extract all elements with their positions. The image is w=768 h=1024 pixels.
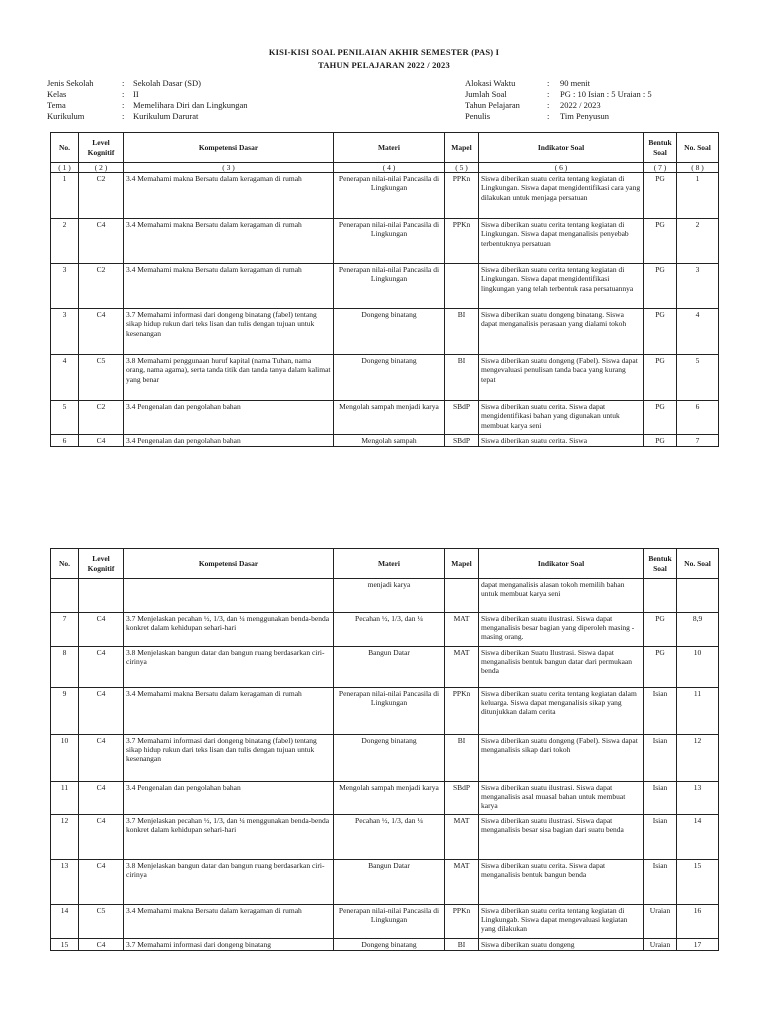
column-header: No. — [51, 133, 79, 163]
cell-indikator: Siswa diberikan suatu ilustrasi. Siswa dapat menganalisis besar sisa bagian dari suatu benda — [479, 815, 644, 860]
table-row — [51, 735, 719, 782]
cell-materi: Dongeng binatang — [334, 735, 445, 782]
cell-kd: 3.8 Menjelaskan bangun datar dan bangun ruang berdasarkan ciri-cirinya — [124, 647, 334, 688]
column-header: Bentuk Soal — [644, 549, 677, 579]
table-row — [51, 688, 719, 735]
cell-mapel: PPKn — [445, 905, 479, 939]
cell-level: C2 — [79, 401, 124, 435]
table-row — [51, 355, 719, 401]
meta-value: Memelihara Diri dan Lingkungan — [133, 100, 248, 110]
cell-level: C5 — [79, 355, 124, 401]
cell-materi: Penerapan nilai-nilai Pancasila di Lingkungan — [334, 688, 445, 735]
cell-mapel: BI — [445, 309, 479, 355]
cell-mapel: MAT — [445, 613, 479, 647]
column-header: Materi — [334, 133, 445, 163]
column-header: Indikator Soal — [479, 133, 644, 163]
cell-level — [79, 579, 124, 613]
document-title: KISI-KISI SOAL PENILAIAN AKHIR SEMESTER (PAS) I — [268, 47, 500, 57]
table-row — [51, 401, 719, 435]
cell-no: 11 — [51, 782, 79, 815]
cell-nosoal: 6 — [677, 401, 719, 435]
column-header: Kompetensi Dasar — [124, 133, 334, 163]
cell-kd: 3.7 Memahami informasi dari dongeng binatang (fabel) tentang sikap hidup rukun dari teks lisan dan tulis dengan tujuan untuk kesenangan — [124, 735, 334, 782]
cell-mapel: SBdP — [445, 782, 479, 815]
column-number: ( 3 ) — [124, 163, 334, 173]
cell-level: C5 — [79, 905, 124, 939]
cell-kd: 3.4 Pengenalan dan pengolahan bahan — [124, 782, 334, 815]
cell-kd: 3.7 Menjelaskan pecahan ½, 1/3, dan ¼ menggunakan benda-benda konkret dalam kehidupan sehari-hari — [124, 613, 334, 647]
cell-kd: 3.4 Memahami makna Bersatu dalam keragaman di rumah — [124, 173, 334, 219]
column-header: Mapel — [445, 549, 479, 579]
column-number: ( 8 ) — [677, 163, 719, 173]
cell-mapel: MAT — [445, 860, 479, 905]
cell-nosoal: 11 — [677, 688, 719, 735]
cell-level: C4 — [79, 647, 124, 688]
cell-materi: Penerapan nilai-nilai Pancasila di Lingkungan — [334, 173, 445, 219]
meta-row — [47, 100, 247, 111]
cell-indikator: Siswa diberikan suatu dongeng (Fabel). Siswa dapat mengevaluasi penulisan tanda baca yang kurang tepat — [479, 355, 644, 401]
cell-kd: 3.4 Memahami makna Bersatu dalam keragaman di rumah — [124, 219, 334, 264]
column-number: ( 5 ) — [445, 163, 479, 173]
table-row — [51, 264, 719, 309]
cell-indikator: Siswa diberikan suatu dongeng — [479, 939, 644, 951]
cell-mapel: BI — [445, 355, 479, 401]
table-row — [51, 435, 719, 447]
cell-bentuk: PG — [644, 613, 677, 647]
cell-mapel: PPKn — [445, 688, 479, 735]
meta-colon: : — [122, 111, 125, 121]
cell-mapel: PPKn — [445, 219, 479, 264]
cell-bentuk: Isian — [644, 815, 677, 860]
cell-nosoal: 3 — [677, 264, 719, 309]
cell-materi: Dongeng binatang — [334, 939, 445, 951]
cell-materi: Mengolah sampah — [334, 435, 445, 447]
table-row — [51, 815, 719, 860]
meta-row — [47, 78, 247, 89]
cell-no: 6 — [51, 435, 79, 447]
cell-no: 3 — [51, 309, 79, 355]
cell-no: 12 — [51, 815, 79, 860]
table-row — [51, 309, 719, 355]
cell-materi: Pecahan ½, 1/3, dan ¼ — [334, 613, 445, 647]
column-header: Bentuk Soal — [644, 133, 677, 163]
cell-bentuk: Uraian — [644, 905, 677, 939]
cell-kd: 3.7 Memahami informasi dari dongeng binatang — [124, 939, 334, 951]
cell-kd: 3.4 Pengenalan dan pengolahan bahan — [124, 401, 334, 435]
cell-mapel: MAT — [445, 815, 479, 860]
cell-level: C4 — [79, 435, 124, 447]
cell-nosoal: 2 — [677, 219, 719, 264]
column-header: Mapel — [445, 133, 479, 163]
cell-no: 4 — [51, 355, 79, 401]
cell-no: 7 — [51, 613, 79, 647]
column-number: ( 4 ) — [334, 163, 445, 173]
cell-indikator: Siswa diberikan suatu cerita tentang kegiatan di Lingkungan. Siswa dapat mengidentifikasi lingkungan yang telah terbentuk rasa persatuannya — [479, 264, 644, 309]
meta-label: Jumlah Soal — [465, 89, 507, 99]
table-row — [51, 579, 719, 613]
meta-value: Sekolah Dasar (SD) — [133, 78, 201, 88]
cell-bentuk: Isian — [644, 782, 677, 815]
meta-row — [465, 111, 652, 122]
meta-row — [47, 111, 247, 122]
meta-value: 90 menit — [560, 78, 590, 88]
cell-kd: 3.8 Memahami penggunaan huruf kapital (nama Tuhan, nama orang, nama agama), serta tanda titik dan tanda tanya dalam kalimat yang benar — [124, 355, 334, 401]
identity-left — [47, 78, 247, 122]
cell-nosoal: 5 — [677, 355, 719, 401]
header-row — [51, 549, 719, 579]
cell-materi: Bangun Datar — [334, 860, 445, 905]
meta-value: Tim Penyusun — [560, 111, 610, 121]
table-row — [51, 939, 719, 951]
cell-no: 3 — [51, 264, 79, 309]
cell-bentuk: PG — [644, 401, 677, 435]
cell-indikator: Siswa diberikan suatu cerita. Siswa dapat mengidentifikasi bahan yang digunakan untuk membuat karya seni — [479, 401, 644, 435]
meta-label: Tema — [47, 100, 66, 110]
cell-no: 5 — [51, 401, 79, 435]
cell-level: C4 — [79, 735, 124, 782]
cell-nosoal: 15 — [677, 860, 719, 905]
cell-bentuk: PG — [644, 264, 677, 309]
cell-nosoal: 16 — [677, 905, 719, 939]
meta-value: II — [133, 89, 139, 99]
cell-kd: 3.4 Memahami makna Bersatu dalam keragaman di rumah — [124, 688, 334, 735]
cell-kd: 3.4 Memahami makna Bersatu dalam keragaman di rumah — [124, 264, 334, 309]
table-row — [51, 905, 719, 939]
meta-label: Kurikulum — [47, 111, 85, 121]
identity-right — [465, 78, 652, 122]
column-header: No. Soal — [677, 549, 719, 579]
cell-nosoal: 17 — [677, 939, 719, 951]
meta-colon: : — [547, 89, 550, 99]
cell-indikator: Siswa diberikan suatu cerita. Siswa dapat menganalisis bentuk bangun benda — [479, 860, 644, 905]
cell-level: C4 — [79, 815, 124, 860]
cell-mapel — [445, 579, 479, 613]
meta-colon: : — [122, 89, 125, 99]
meta-label: Jenis Sekolah — [47, 78, 94, 88]
column-number-row — [51, 163, 719, 173]
cell-level: C4 — [79, 219, 124, 264]
meta-label: Kelas — [47, 89, 67, 99]
cell-materi: Penerapan nilai-nilai Pancasila di Lingkungan — [334, 219, 445, 264]
meta-value: PG : 10 Isian : 5 Uraian : 5 — [560, 89, 652, 99]
column-number: ( 1 ) — [51, 163, 79, 173]
cell-nosoal — [677, 579, 719, 613]
table-row — [51, 647, 719, 688]
cell-kd: 3.7 Menjelaskan pecahan ½, 1/3, dan ¼ menggunakan benda-benda konkret dalam kehidupan sehari-hari — [124, 815, 334, 860]
cell-level: C4 — [79, 939, 124, 951]
table-row — [51, 782, 719, 815]
meta-colon: : — [122, 78, 125, 88]
cell-nosoal: 1 — [677, 173, 719, 219]
column-header: Materi — [334, 549, 445, 579]
cell-indikator: Siswa diberikan suatu dongeng (Fabel). Siswa dapat menganalisis sikap dari tokoh — [479, 735, 644, 782]
table-row — [51, 613, 719, 647]
meta-row — [465, 78, 652, 89]
cell-materi: menjadi karya — [334, 579, 445, 613]
cell-no: 1 — [51, 173, 79, 219]
cell-bentuk: PG — [644, 309, 677, 355]
cell-indikator: dapat menganalisis alasan tokoh memilih bahan untuk membuat karya seni — [479, 579, 644, 613]
cell-kd: 3.8 Menjelaskan bangun datar dan bangun ruang berdasarkan ciri-cirinya — [124, 860, 334, 905]
cell-kd: 3.7 Memahami informasi dari dongeng binatang (fabel) tentang sikap hidup rukun dari teks lisan dan tulis dengan tujuan untuk kesenangan — [124, 309, 334, 355]
column-header: Level Kognitif — [79, 133, 124, 163]
meta-value: Kurikulum Darurat — [133, 111, 199, 121]
meta-label: Penulis — [465, 111, 491, 121]
cell-no — [51, 579, 79, 613]
cell-indikator: Siswa diberikan suatu cerita tentang kegiatan dalam keluarga. Siswa dapat menganalisis sikap yang ditunjukkan dalam cerita — [479, 688, 644, 735]
cell-nosoal: 8,9 — [677, 613, 719, 647]
meta-label: Alokasi Waktu — [465, 78, 516, 88]
cell-bentuk: Isian — [644, 860, 677, 905]
cell-level: C4 — [79, 782, 124, 815]
cell-no: 15 — [51, 939, 79, 951]
cell-materi: Bangun Datar — [334, 647, 445, 688]
cell-indikator: Siswa diberikan Suatu Ilustrasi. Siswa dapat menganalisis bentuk bangun datar dari permukaan benda — [479, 647, 644, 688]
meta-value: 2022 / 2023 — [560, 100, 601, 110]
cell-bentuk — [644, 579, 677, 613]
cell-mapel: SBdP — [445, 401, 479, 435]
cell-level: C4 — [79, 688, 124, 735]
cell-indikator: Siswa diberikan suatu ilustrasi. Siswa dapat menganalisis asal muasal bahan untuk membuat karya — [479, 782, 644, 815]
cell-indikator: Siswa diberikan suatu cerita tentang kegiatan di Lingkungab. Siswa dapat mengevaluasi kegiatan yang dilakukan — [479, 905, 644, 939]
cell-mapel: BI — [445, 735, 479, 782]
cell-materi: Dongeng binatang — [334, 355, 445, 401]
cell-level: C4 — [79, 613, 124, 647]
meta-colon: : — [547, 111, 550, 121]
cell-mapel: PPKn — [445, 173, 479, 219]
column-number: ( 7 ) — [644, 163, 677, 173]
meta-colon: : — [122, 100, 125, 110]
cell-bentuk: Isian — [644, 735, 677, 782]
cell-no: 2 — [51, 219, 79, 264]
cell-no: 8 — [51, 647, 79, 688]
cell-nosoal: 12 — [677, 735, 719, 782]
grid-table-page-2 — [50, 548, 719, 951]
column-header: No. — [51, 549, 79, 579]
cell-bentuk: PG — [644, 173, 677, 219]
meta-row — [465, 100, 652, 111]
cell-nosoal: 7 — [677, 435, 719, 447]
cell-mapel — [445, 264, 479, 309]
meta-colon: : — [547, 100, 550, 110]
cell-level: C4 — [79, 860, 124, 905]
cell-level: C4 — [79, 309, 124, 355]
column-header: No. Soal — [677, 133, 719, 163]
cell-bentuk: PG — [644, 647, 677, 688]
cell-kd: 3.4 Memahami makna Bersatu dalam keragaman di rumah — [124, 905, 334, 939]
column-number: ( 2 ) — [79, 163, 124, 173]
column-header: Level Kognitif — [79, 549, 124, 579]
cell-indikator: Siswa diberikan suatu cerita. Siswa — [479, 435, 644, 447]
cell-no: 14 — [51, 905, 79, 939]
cell-mapel: SBdP — [445, 435, 479, 447]
cell-indikator: Siswa diberikan suatu cerita tentang kegiatan di Lingkungan. Siswa dapat menganalisis penyebab terbentuknya persatuan — [479, 219, 644, 264]
cell-kd: 3.4 Pengenalan dan pengolahan bahan — [124, 435, 334, 447]
header-row — [51, 133, 719, 163]
meta-colon: : — [547, 78, 550, 88]
table-row — [51, 860, 719, 905]
cell-no: 9 — [51, 688, 79, 735]
cell-mapel: BI — [445, 939, 479, 951]
cell-materi: Mengolah sampah menjadi karya — [334, 401, 445, 435]
table-row — [51, 219, 719, 264]
cell-materi: Penerapan nilai-nilai Pancasila di Lingkungan — [334, 264, 445, 309]
table-row — [51, 173, 719, 219]
cell-indikator: Siswa diberikan suatu dongeng binatang. Siswa dapat menganalisis perasaan yang dialami tokoh — [479, 309, 644, 355]
cell-indikator: Siswa diberikan suatu ilustrasi. Siswa dapat menganalisis besar bagian yang diperoleh masing -masing orang. — [479, 613, 644, 647]
cell-bentuk: PG — [644, 355, 677, 401]
cell-level: C2 — [79, 173, 124, 219]
cell-nosoal: 4 — [677, 309, 719, 355]
cell-kd — [124, 579, 334, 613]
column-number: ( 6 ) — [479, 163, 644, 173]
cell-no: 10 — [51, 735, 79, 782]
cell-nosoal: 13 — [677, 782, 719, 815]
cell-no: 13 — [51, 860, 79, 905]
column-header: Kompetensi Dasar — [124, 549, 334, 579]
document-subtitle: TAHUN PELAJARAN 2022 / 2023 — [318, 60, 450, 70]
cell-bentuk: Isian — [644, 688, 677, 735]
column-header: Indikator Soal — [479, 549, 644, 579]
meta-row — [465, 89, 652, 100]
cell-materi: Pecahan ½, 1/3, dan ¼ — [334, 815, 445, 860]
cell-indikator: Siswa diberikan suatu cerita tentang kegiatan di Lingkungan. Siswa dapat mengidentifikasi cara yang dilakukan untuk menjaga persatuan — [479, 173, 644, 219]
cell-materi: Mengolah sampah menjadi karya — [334, 782, 445, 815]
grid-table-page-1 — [50, 132, 719, 447]
cell-nosoal: 14 — [677, 815, 719, 860]
cell-mapel: MAT — [445, 647, 479, 688]
cell-bentuk: PG — [644, 435, 677, 447]
meta-row — [47, 89, 247, 100]
meta-label: Tahun Pelajaran — [465, 100, 520, 110]
cell-bentuk: PG — [644, 219, 677, 264]
cell-level: C2 — [79, 264, 124, 309]
cell-materi: Dongeng binatang — [334, 309, 445, 355]
cell-materi: Penerapan nilai-nilai Pancasila di Lingkungan — [334, 905, 445, 939]
cell-bentuk: Uraian — [644, 939, 677, 951]
cell-nosoal: 10 — [677, 647, 719, 688]
